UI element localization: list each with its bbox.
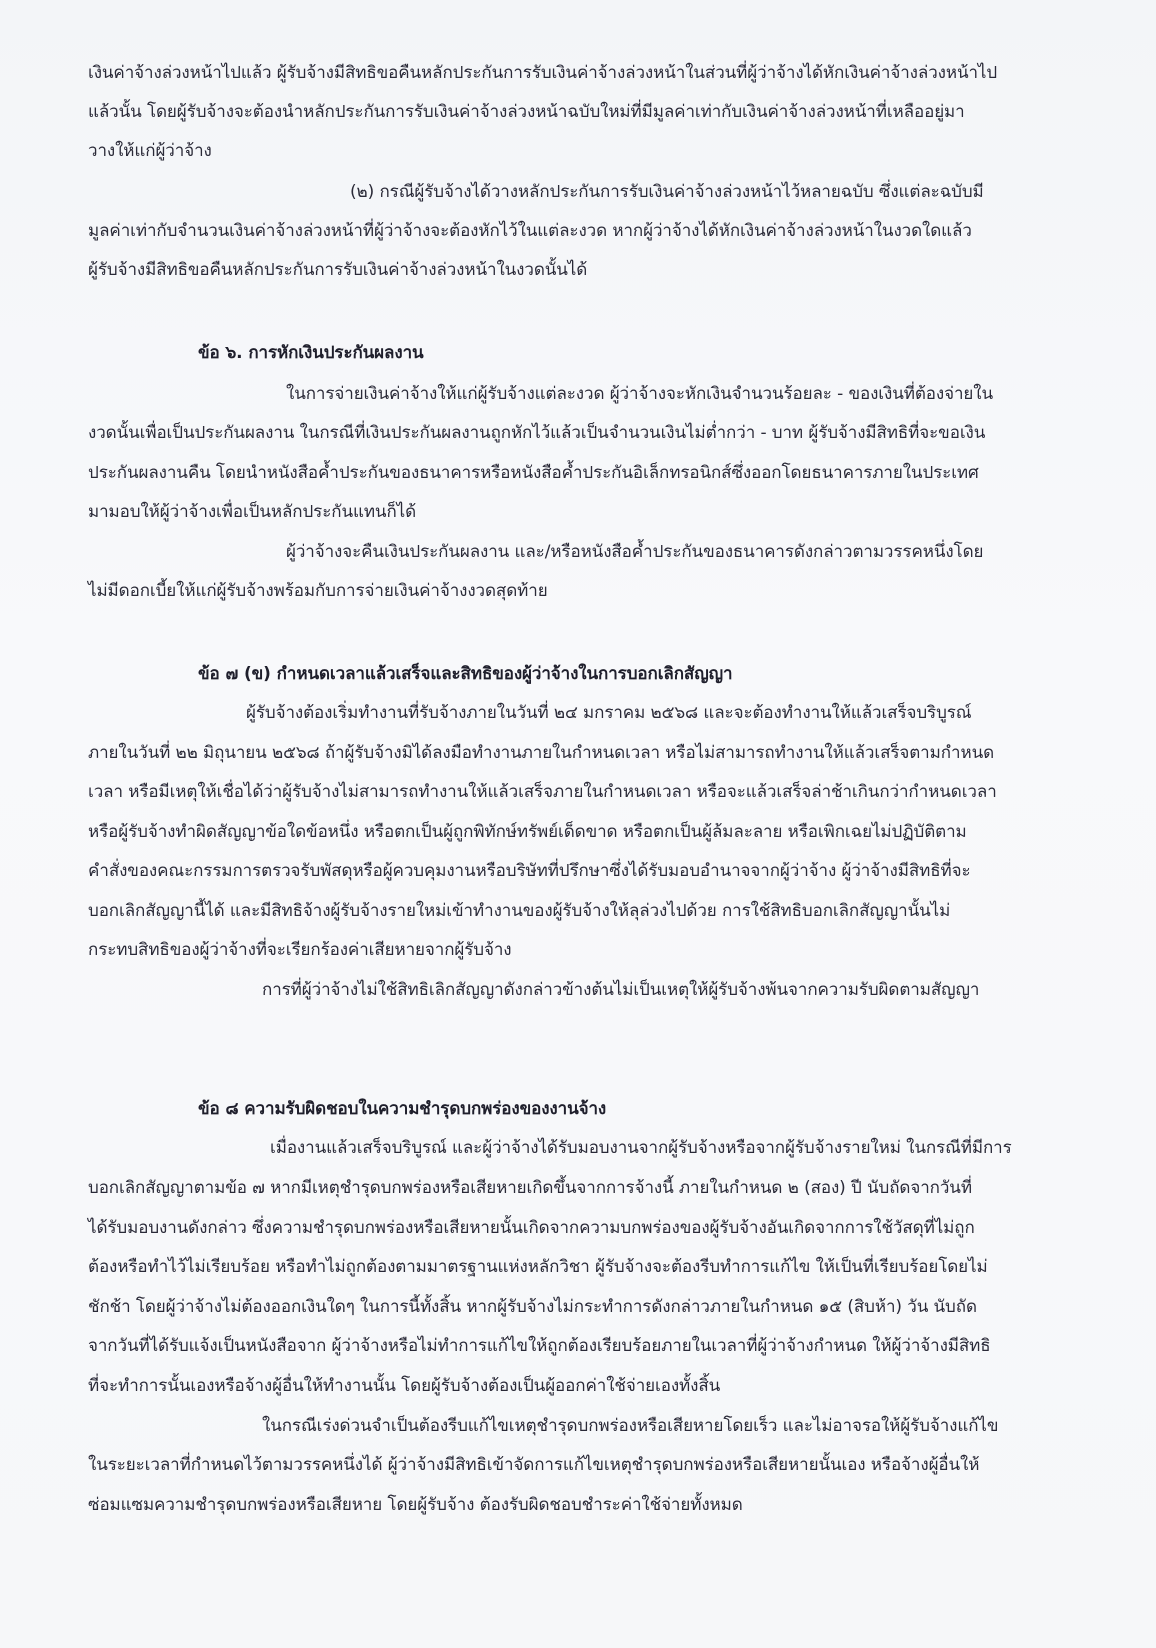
section-heading: ข้อ ๗ (ข) กำหนดเวลาแล้วเสร็จและสิทธิของผู้ว่าจ้างในการบอกเลิกสัญญา — [198, 664, 733, 684]
body-line: ที่จะทำการนั้นเองหรือจ้างผู้อื่นให้ทำงานนั้น โดยผู้รับจ้างต้องเป็นผู้ออกค่าใช้จ่ายเองทั้งสิ้น — [88, 1376, 721, 1396]
body-line: เมื่องานแล้วเสร็จบริบูรณ์ และผู้ว่าจ้างได้รับมอบงานจากผู้รับจ้างหรือจากผู้รับจ้างรายใหม่ ในกรณีที่มีการ — [270, 1138, 1012, 1158]
body-line: ไม่มีดอกเบี้ยให้แก่ผู้รับจ้างพร้อมกับการจ่ายเงินค่าจ้างงวดสุดท้าย — [88, 581, 548, 601]
body-line: ในระยะเวลาที่กำหนดไว้ตามวรรคหนึ่งได้ ผู้ว่าจ้างมีสิทธิเข้าจัดการแก้ไขเหตุชำรุดบกพร่องหรือเสียหายนั้นเอง หรือจ้างผู้อื่นให้ — [88, 1455, 980, 1475]
body-line: ซ่อมแซมความชำรุดบกพร่องหรือเสียหาย โดยผู้รับจ้าง ต้องรับผิดชอบชำระค่าใช้จ่ายทั้งหมด — [88, 1495, 743, 1515]
body-line: ภายในวันที่ ๒๒ มิถุนายน ๒๕๖๘ ถ้าผู้รับจ้างมิได้ลงมือทำงานภายในกำหนดเวลา หรือไม่สามารถทำงานให้แล้วเสร็จตามกำหนด — [88, 743, 995, 763]
body-line: เวลา หรือมีเหตุให้เชื่อได้ว่าผู้รับจ้างไม่สามารถทำงานให้แล้วเสร็จภายในกำหนดเวลา หรือจะแล้วเสร็จล่าช้าเกินกว่ากำหนดเวลา — [88, 782, 997, 802]
body-line: บอกเลิกสัญญานี้ได้ และมีสิทธิจ้างผู้รับจ้างรายใหม่เข้าทำงานของผู้รับจ้างให้ลุล่วงไปด้วย การใช้สิทธิบอกเลิกสัญญานั้นไม่ — [88, 901, 951, 921]
body-line: มามอบให้ผู้ว่าจ้างเพื่อเป็นหลักประกันแทนก็ได้ — [88, 502, 417, 522]
body-line: (๒) กรณีผู้รับจ้างได้วางหลักประกันการรับเงินค่าจ้างล่วงหน้าไว้หลายฉบับ ซึ่งแต่ละฉบับมี — [350, 182, 984, 202]
body-line: วางให้แก่ผู้ว่าจ้าง — [88, 141, 212, 161]
body-line: ชักช้า โดยผู้ว่าจ้างไม่ต้องออกเงินใดๆ ในการนี้ทั้งสิ้น หากผู้รับจ้างไม่กระทำการดังกล่าวภายในกำหนด ๑๕ (สิบห้า) วัน นับถัด — [88, 1297, 977, 1317]
body-line: แล้วนั้น โดยผู้รับจ้างจะต้องนำหลักประกันการรับเงินค่าจ้างล่วงหน้าฉบับใหม่ที่มีมูลค่าเท่ากับเงินค่าจ้างล่วงหน้าที่เหลืออยู่มา — [88, 102, 965, 122]
section-heading: ข้อ ๘ ความรับผิดชอบในความชำรุดบกพร่องของงานจ้าง — [198, 1099, 607, 1119]
body-line: บอกเลิกสัญญาตามข้อ ๗ หากมีเหตุชำรุดบกพร่องหรือเสียหายเกิดขึ้นจากการจ้างนี้ ภายในกำหนด ๒ (สอง) ปี นับถัดจากวันที่ — [88, 1178, 972, 1198]
body-line: ผู้ว่าจ้างจะคืนเงินประกันผลงาน และ/หรือหนังสือค้ำประกันของธนาคารดังกล่าวตามวรรคหนึ่งโดย — [286, 542, 984, 562]
body-line: ต้องหรือทำไว้ไม่เรียบร้อย หรือทำไม่ถูกต้องตามมาตรฐานแห่งหลักวิชา ผู้รับจ้างจะต้องรีบทำการแก้ไข ให้เป็นที่เรียบร้อยโดยไม่ — [88, 1257, 988, 1277]
body-line: ได้รับมอบงานดังกล่าว ซึ่งความชำรุดบกพร่องหรือเสียหายนั้นเกิดจากความบกพร่องของผู้รับจ้างอันเกิดจากการใช้วัสดุที่ไม่ถูก — [88, 1218, 975, 1238]
body-line: งวดนั้นเพื่อเป็นประกันผลงาน ในกรณีที่เงินประกันผลงานถูกหักไว้แล้วเป็นจำนวนเงินไม่ต่ำกว่า - บาท ผู้รับจ้างมีสิทธิที่จะขอเงิน — [88, 423, 986, 443]
body-line: ผู้รับจ้างต้องเริ่มทำงานที่รับจ้างภายในวันที่ ๒๔ มกราคม ๒๕๖๘ และจะต้องทำงานให้แล้วเสร็จบริบูรณ์ — [246, 703, 972, 723]
body-line: การที่ผู้ว่าจ้างไม่ใช้สิทธิเลิกสัญญาดังกล่าวข้างต้นไม่เป็นเหตุให้ผู้รับจ้างพ้นจากความรับผิดตามสัญญา — [262, 980, 980, 1000]
body-line: ในการจ่ายเงินค่าจ้างให้แก่ผู้รับจ้างแต่ละงวด ผู้ว่าจ้างจะหักเงินจำนวนร้อยละ - ของเงินที่ต้องจ่ายใน — [286, 384, 993, 404]
body-line: หรือผู้รับจ้างทำผิดสัญญาข้อใดข้อหนึ่ง หรือตกเป็นผู้ถูกพิทักษ์ทรัพย์เด็ดขาด หรือตกเป็นผู้ล้มละลาย หรือเพิกเฉยไม่ปฏิบัติตาม — [88, 822, 967, 842]
body-line: กระทบสิทธิของผู้ว่าจ้างที่จะเรียกร้องค่าเสียหายจากผู้รับจ้าง — [88, 940, 512, 960]
section-heading: ข้อ ๖. การหักเงินประกันผลงาน — [198, 343, 424, 363]
body-line: จากวันที่ได้รับแจ้งเป็นหนังสือจาก ผู้ว่าจ้างหรือไม่ทำการแก้ไขให้ถูกต้องเรียบร้อยภายในเวลาที่ผู้ว่าจ้างกำหนด ให้ผู้ว่าจ้างมีสิทธิ — [88, 1336, 991, 1356]
body-line: คำสั่งของคณะกรรมการตรวจรับพัสดุหรือผู้ควบคุมงานหรือบริษัทที่ปรึกษาซึ่งได้รับมอบอำนาจจากผู้ว่าจ้าง ผู้ว่าจ้างมีสิทธิที่จะ — [88, 861, 971, 881]
body-line: มูลค่าเท่ากับจำนวนเงินค่าจ้างล่วงหน้าที่ผู้ว่าจ้างจะต้องหักไว้ในแต่ละงวด หากผู้ว่าจ้างได้หักเงินค่าจ้างล่วงหน้าในงวดใดแล้ว — [88, 221, 972, 241]
body-line: เงินค่าจ้างล่วงหน้าไปแล้ว ผู้รับจ้างมีสิทธิขอคืนหลักประกันการรับเงินค่าจ้างล่วงหน้าในส่วนที่ผู้ว่าจ้างได้หักเงินค่าจ้างล่วงหน้าไป — [88, 63, 998, 83]
body-line: ในกรณีเร่งด่วนจำเป็นต้องรีบแก้ไขเหตุชำรุดบกพร่องหรือเสียหายโดยเร็ว และไม่อาจรอให้ผู้รับจ้างแก้ไข — [262, 1416, 999, 1436]
body-line: ประกันผลงานคืน โดยนำหนังสือค้ำประกันของธนาคารหรือหนังสือค้ำประกันอิเล็กทรอนิกส์ซึ่งออกโดยธนาคารภายในประเทศ — [88, 463, 979, 483]
body-line: ผู้รับจ้างมีสิทธิขอคืนหลักประกันการรับเงินค่าจ้างล่วงหน้าในงวดนั้นได้ — [88, 260, 588, 280]
